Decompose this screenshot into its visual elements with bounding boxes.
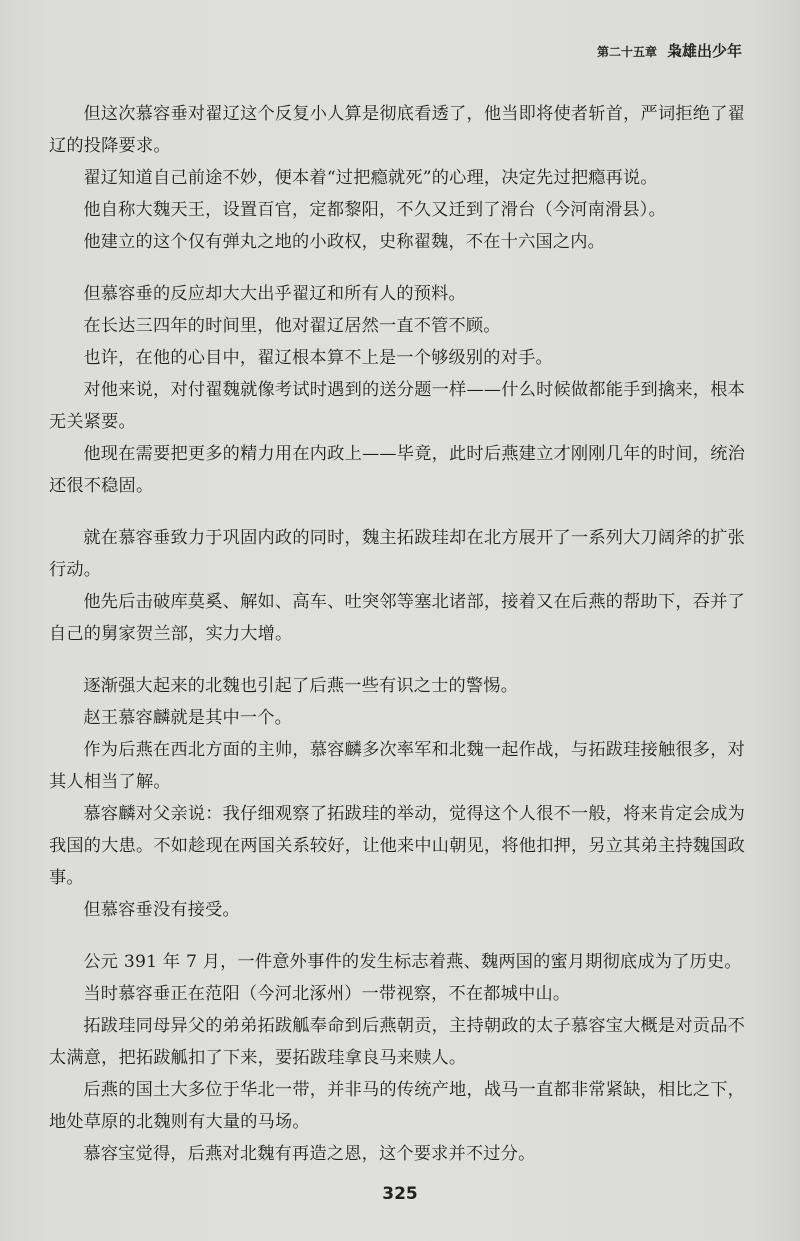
paragraph: 赵王慕容麟就是其中一个。 xyxy=(83,708,293,728)
paragraph: 就在慕容垂致力于巩固内政的同时，魏主拓跋珪却在北方展开了一系列大刀阔斧的扩张行动。 xyxy=(49,528,745,580)
body-text xyxy=(49,98,745,1170)
paragraph: 他建立的这个仅有弹丸之地的小政权，史称翟魏，不在十六国之内。 xyxy=(83,232,606,252)
paragraph: 公元 391 年 7 月，一件意外事件的发生标志着燕、魏两国的蜜月期彻底成为了历史。 xyxy=(83,952,742,972)
chapter-title: 枭雄出少年 xyxy=(666,42,742,60)
paragraph: 但慕容垂的反应却大大出乎翟辽和所有人的预料。 xyxy=(83,284,466,304)
paragraph: 但这次慕容垂对翟辽这个反复小人算是彻底看透了，他当即将使者斩首，严词拒绝了翟辽的投降要求。 xyxy=(49,104,745,156)
paragraph: 他现在需要把更多的精力用在内政上——毕竟，此时后燕建立才刚刚几年的时间，统治还很不稳固。 xyxy=(49,444,745,496)
paragraph: 慕容麟对父亲说：我仔细观察了拓跋珪的举动，觉得这个人很不一般，将来肯定会成为我国的大患。不如趁现在两国关系较好，让他来中山朝见，将他扣押，另立其弟主持魏国政事。 xyxy=(49,804,745,888)
paragraph: 但慕容垂没有接受。 xyxy=(83,900,240,920)
paragraph: 他自称大魏天王，设置百官，定都黎阳，不久又迁到了滑台（今河南滑县）。 xyxy=(83,200,666,220)
paragraph: 他先后击破库莫奚、解如、高车、吐突邻等塞北诸部，接着又在后燕的帮助下，吞并了自己的舅家贺兰部，实力大增。 xyxy=(49,592,745,644)
paragraph: 在长达三四年的时间里，他对翟辽居然一直不管不顾。 xyxy=(83,316,501,336)
chapter-label: 第二十五章 xyxy=(596,45,657,59)
page-number: 325 xyxy=(382,1184,418,1204)
paragraph: 逐渐强大起来的北魏也引起了后燕一些有识之士的警惕。 xyxy=(83,676,519,696)
paragraph: 后燕的国土大多位于华北一带，并非马的传统产地，战马一直都非常紧缺，相比之下，地处草原的北魏则有大量的马场。 xyxy=(49,1080,745,1132)
paragraph: 对他来说，对付翟魏就像考试时遇到的送分题一样——什么时候做都能手到擒来，根本无关紧要。 xyxy=(49,380,745,432)
paragraph: 作为后燕在西北方面的主帅，慕容麟多次率军和北魏一起作战，与拓跋珪接触很多，对其人相当了解。 xyxy=(49,740,745,792)
paragraph: 慕容宝觉得，后燕对北魏有再造之恩，这个要求并不过分。 xyxy=(83,1144,536,1164)
paragraph: 也许，在他的心目中，翟辽根本算不上是一个够级别的对手。 xyxy=(83,348,553,368)
paragraph: 当时慕容垂正在范阳（今河北涿州）一带视察，不在都城中山。 xyxy=(83,984,571,1004)
paragraph: 拓跋珪同母异父的弟弟拓跋觚奉命到后燕朝贡，主持朝政的太子慕容宝大概是对贡品不太满意，把拓跋觚扣了下来，要拓跋珪拿良马来赎人。 xyxy=(49,1016,745,1068)
paragraph: 翟辽知道自己前途不妙，便本着“过把瘾就死”的心理，决定先过把瘾再说。 xyxy=(83,168,658,188)
running-header xyxy=(597,40,742,61)
